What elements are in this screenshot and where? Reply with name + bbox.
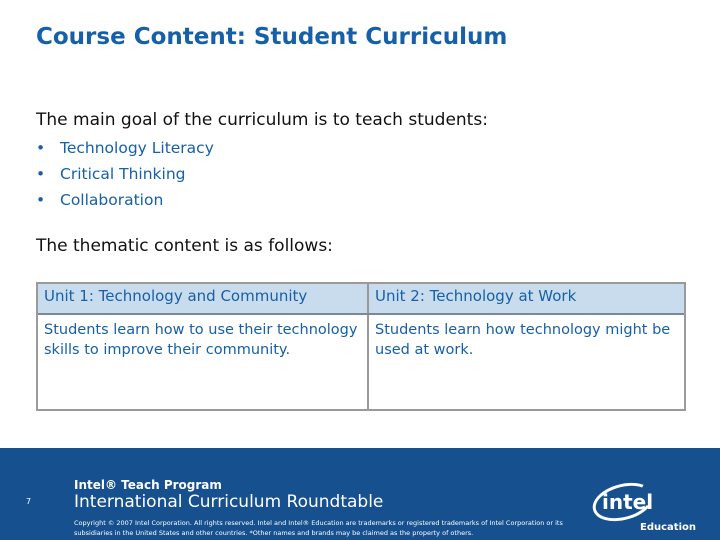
logo-wordmark: intel <box>602 490 654 514</box>
program-name: Intel® Teach Program <box>74 478 222 492</box>
intel-education-logo <box>592 484 696 536</box>
copyright-text: Copyright © 2007 Intel Corporation. All rights reserved. Intel and Intel® Education are trademarks or registered trademarks of Intel Corporation or its subsidiaries in the United States and other countries. *Other names and brands may be claimed as the property of others. <box>74 519 563 537</box>
page-number: 7 <box>26 497 32 506</box>
bullet-icon: • <box>36 165 46 183</box>
bullet-icon: • <box>36 139 46 157</box>
header-cell <box>38 284 367 313</box>
units-table <box>36 282 686 411</box>
header-unit-1: Unit 1: Technology and Community <box>44 287 308 305</box>
table-header-row <box>38 284 684 315</box>
table-cell <box>38 315 367 409</box>
intro-text: The main goal of the curriculum is to teach students: <box>36 110 488 130</box>
list-item <box>36 190 214 216</box>
goals-list <box>36 138 214 216</box>
logo-tagline: Education <box>640 522 696 533</box>
thematic-intro: The thematic content is as follows: <box>36 236 333 256</box>
list-item <box>36 164 214 190</box>
table-cell <box>367 315 684 409</box>
unit-2-description: Students learn how technology might be used at work. <box>375 322 671 358</box>
unit-1-description: Students learn how to use their technology skills to improve their community. <box>44 322 358 358</box>
header-cell <box>367 284 684 313</box>
table-row <box>38 315 684 409</box>
bullet-icon: • <box>36 191 46 209</box>
header-unit-2: Unit 2: Technology at Work <box>375 287 577 305</box>
bullet-label: Critical Thinking <box>60 165 186 183</box>
slide-title: Course Content: Student Curriculum <box>36 24 508 50</box>
bullet-label: Technology Literacy <box>60 139 214 157</box>
footer-subtitle: International Curriculum Roundtable <box>74 492 384 512</box>
list-item <box>36 138 214 164</box>
bullet-label: Collaboration <box>60 191 164 209</box>
